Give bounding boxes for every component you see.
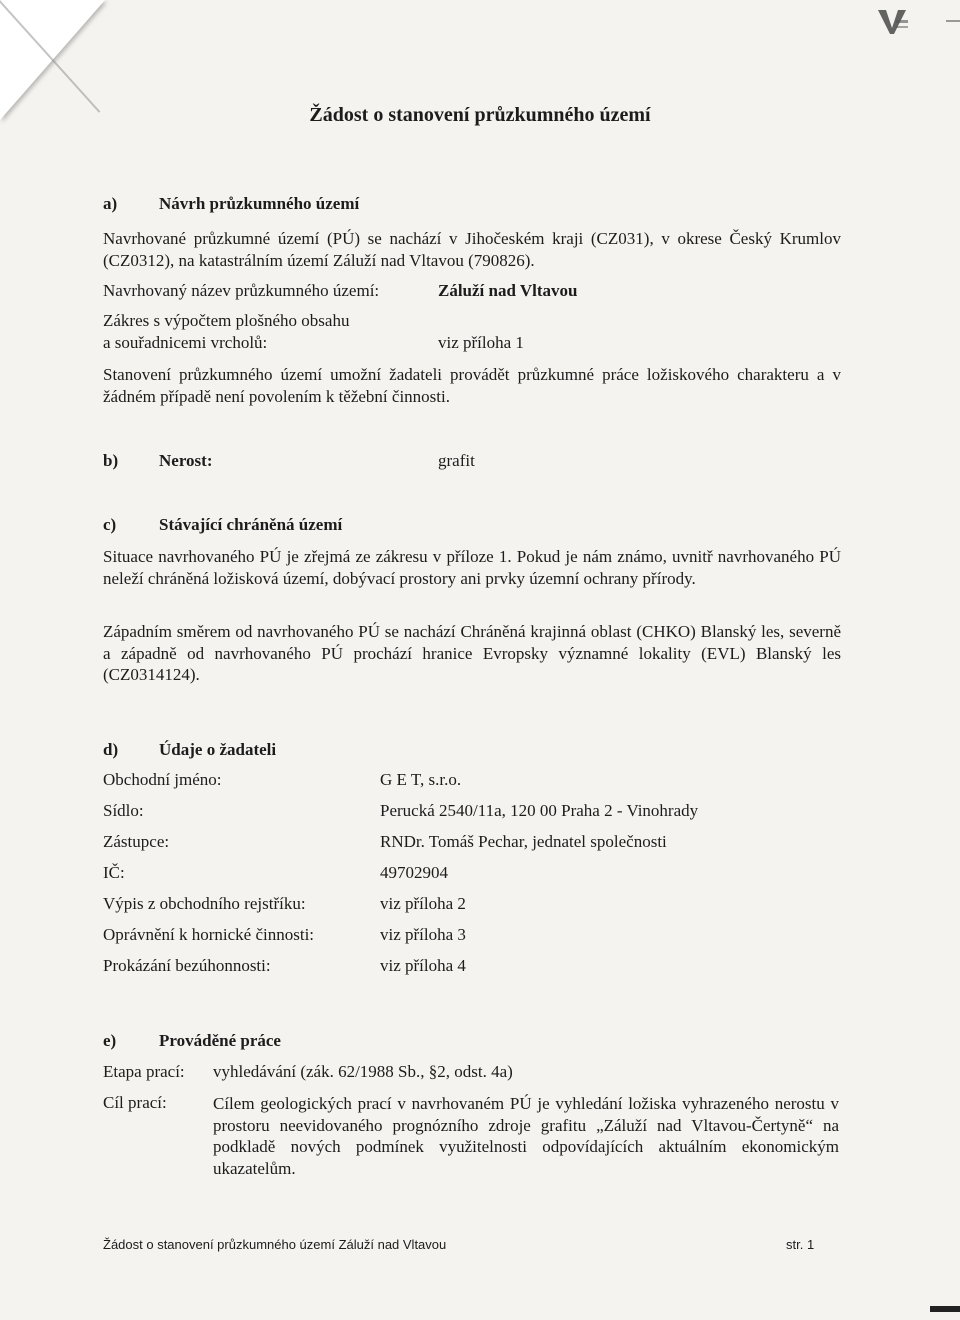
mining-permit-row: [103, 925, 314, 945]
section-d-letter: d): [103, 740, 119, 759]
mineral-value: grafit: [438, 451, 475, 470]
section-a-title: Návrh průzkumného území: [159, 194, 360, 213]
drawing-value: viz příloha 1: [438, 333, 524, 352]
integrity-row: [103, 956, 271, 976]
mining-permit-value: viz příloha 3: [380, 925, 466, 944]
section-d-heading: [103, 740, 276, 760]
section-a-note: Stanovení průzkumného území umožní žadateli provádět průzkumné práce ložiskového charakteru a v žádném případě není povolením k těžební činnosti.: [103, 365, 841, 406]
section-b-title: Nerost:: [159, 451, 213, 470]
ico-row: [103, 863, 125, 883]
edge-mark: [946, 20, 960, 22]
integrity-label: Prokázání bezúhonnosti:: [103, 956, 271, 975]
scan-edge-bar: [930, 1306, 960, 1312]
section-e-heading: [103, 1031, 281, 1051]
register-value: viz příloha 2: [380, 894, 466, 913]
section-d-title: Údaje o žadateli: [159, 740, 277, 759]
proposed-name-label: Navrhovaný název průzkumného území:: [103, 281, 380, 300]
representative-value: RNDr. Tomáš Pechar, jednatel společnosti: [380, 832, 667, 851]
stage-label: Etapa prací:: [103, 1062, 185, 1081]
section-c-paragraph2: Západním směrem od navrhovaného PÚ se nachází Chráněná krajinná oblast (CHKO) Blanský les, severně a západně od navrhovaného PÚ prochází hranice Evropsky významné lokality (EVL) Blanský les (CZ0314124).: [103, 622, 841, 684]
section-b-letter: b): [103, 451, 119, 470]
section-c-heading: [103, 515, 342, 535]
document-title: Žádost o stanovení průzkumného území: [309, 104, 651, 126]
goal-label: Cíl prací:: [103, 1093, 167, 1112]
integrity-value: viz příloha 4: [380, 956, 466, 975]
mining-permit-label: Oprávnění k hornické činnosti:: [103, 925, 315, 944]
section-a-letter: a): [103, 194, 118, 213]
section-c-paragraph1: Situace navrhovaného PÚ je zřejmá ze zákresu v příloze 1. Pokud je nám známo, uvnitř navrhovaného PÚ neleží chráněná ložisková území, dobývací prostory ani prvky územní ochrany přírody.: [103, 547, 841, 588]
ico-label: IČ:: [103, 863, 125, 882]
seat-value: Perucká 2540/11a, 120 00 Praha 2 - Vinohrady: [380, 801, 699, 820]
proposed-name-value: Záluží nad Vltavou: [438, 281, 578, 300]
section-a-intro: Navrhované průzkumné území (PÚ) se nachází v Jihočeském kraji (CZ031), v okrese Český Krumlov (CZ0312), na katastrálním území Záluží nad Vltavou (790826).: [103, 229, 841, 270]
register-label: Výpis z obchodního rejstříku:: [103, 894, 306, 913]
section-e-letter: e): [103, 1031, 117, 1050]
footer-title: Žádost o stanovení průzkumného území Záluží nad Vltavou: [103, 1237, 447, 1252]
applicant-value: G E T, s.r.o.: [380, 770, 462, 789]
section-e-title: Prováděné práce: [159, 1031, 281, 1050]
stage-value: vyhledávání (zák. 62/1988 Sb., §2, odst. 4a): [213, 1062, 513, 1081]
applicant-label: Obchodní jméno:: [103, 770, 222, 789]
page-number: str. 1: [786, 1237, 815, 1252]
seat-row: [103, 801, 144, 821]
drawing-label-line1: Zákres s výpočtem plošného obsahu: [103, 311, 350, 330]
section-c-title: Stávající chráněná území: [159, 515, 343, 534]
applicant-row: [103, 770, 222, 790]
section-b-heading: [103, 451, 213, 471]
section-c-letter: c): [103, 515, 117, 534]
received-stamp-icon: [876, 6, 910, 36]
representative-row: [103, 832, 169, 852]
goal-value: Cílem geologických prací v navrhovaném PÚ je vyhledání ložiska vyhrazeného nerostu v prostoru neevidovaného prognózního zdroje grafitu „Záluží nad Vltavou-Čertyně“ na podkladě nových podmínek využitelnosti odpovídajících aktuálním ekonomickým ukazatelům.: [213, 1094, 839, 1178]
ico-value: 49702904: [380, 863, 448, 882]
seat-label: Sídlo:: [103, 801, 144, 820]
drawing-label-line2: a souřadnicemi vrcholů:: [103, 333, 268, 352]
representative-label: Zástupce:: [103, 832, 170, 851]
section-a-heading: [103, 194, 359, 214]
register-row: [103, 894, 306, 914]
